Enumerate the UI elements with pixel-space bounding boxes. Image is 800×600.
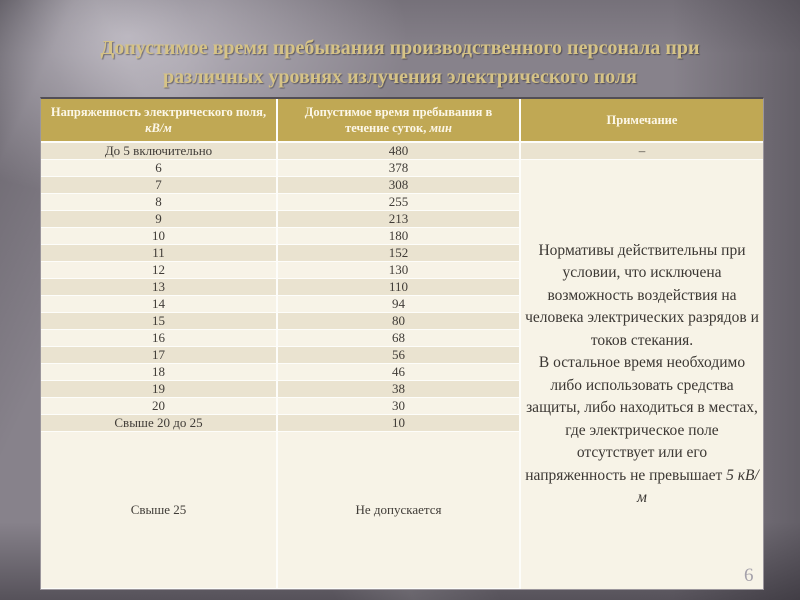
field-cell: Свыше 20 до 25 (41, 415, 278, 432)
time-cell: 38 (278, 381, 521, 398)
field-cell: 9 (41, 211, 278, 228)
field-cell: 11 (41, 245, 278, 262)
field-cell: 14 (41, 296, 278, 313)
field-cell: 7 (41, 177, 278, 194)
note-dash-cell: – (521, 143, 763, 160)
field-cell: 10 (41, 228, 278, 245)
time-cell: 80 (278, 313, 521, 330)
header-note: Примечание (521, 99, 763, 143)
note-merged-cell (521, 160, 763, 589)
exposure-time-table (40, 97, 764, 590)
field-cell: До 5 включительно (41, 143, 278, 160)
slide-title-line-2: различных уровнях излучения электрического поля (163, 66, 637, 88)
time-cell: 480 (278, 143, 521, 160)
header-permissible-time (278, 99, 521, 143)
header-field-strength-label: Напряженность электрического поля, (50, 105, 267, 119)
time-cell: 10 (278, 415, 521, 432)
time-cell: 46 (278, 364, 521, 381)
time-cell: 130 (278, 262, 521, 279)
field-cell: 12 (41, 262, 278, 279)
table-header (41, 99, 763, 143)
note-paragraph-2-text: В остальное время необходимо либо использовать средства защиты, либо находиться в местах, где электрическое поле отсутствует или его напряженность не превышает (525, 354, 758, 484)
field-cell: 8 (41, 194, 278, 211)
page-number: 6 (744, 565, 754, 586)
time-cell: 152 (278, 245, 521, 262)
field-cell: 6 (41, 160, 278, 177)
field-cell: 15 (41, 313, 278, 330)
header-permissible-time-unit: мин (429, 121, 452, 135)
field-cell: 19 (41, 381, 278, 398)
header-field-strength-unit: кВ/м (145, 121, 172, 135)
time-cell: 56 (278, 347, 521, 364)
field-cell: 17 (41, 347, 278, 364)
note-paragraph-2 (525, 352, 759, 510)
header-permissible-time-label: Допустимое время пребывания в течение суток, (304, 105, 493, 135)
table-row (41, 143, 763, 160)
slide-title-line-1: Допустимое время пребывания производственного персонала при (100, 37, 700, 59)
note-paragraph-1: Нормативы действительны при условии, что исключена возможность воздействия на человека электрических разрядов и токов стекания. (525, 241, 759, 349)
field-cell: 16 (41, 330, 278, 347)
table-header-row (41, 99, 763, 143)
time-cell: 68 (278, 330, 521, 347)
note-paragraph-2-unit: 5 кВ/м (637, 466, 759, 506)
table-row (41, 160, 763, 177)
time-cell: 110 (278, 279, 521, 296)
header-field-strength (41, 99, 278, 143)
time-cell: 378 (278, 160, 521, 177)
time-cell: 94 (278, 296, 521, 313)
time-cell: 213 (278, 211, 521, 228)
time-cell: 180 (278, 228, 521, 245)
time-cell: 30 (278, 398, 521, 415)
table-body (41, 143, 763, 589)
time-cell: Не допускается (278, 432, 521, 589)
field-cell: 13 (41, 279, 278, 296)
time-cell: 255 (278, 194, 521, 211)
field-cell: 18 (41, 364, 278, 381)
field-cell: 20 (41, 398, 278, 415)
time-cell: 308 (278, 177, 521, 194)
slide-title (45, 34, 755, 92)
field-cell: Свыше 25 (41, 432, 278, 589)
